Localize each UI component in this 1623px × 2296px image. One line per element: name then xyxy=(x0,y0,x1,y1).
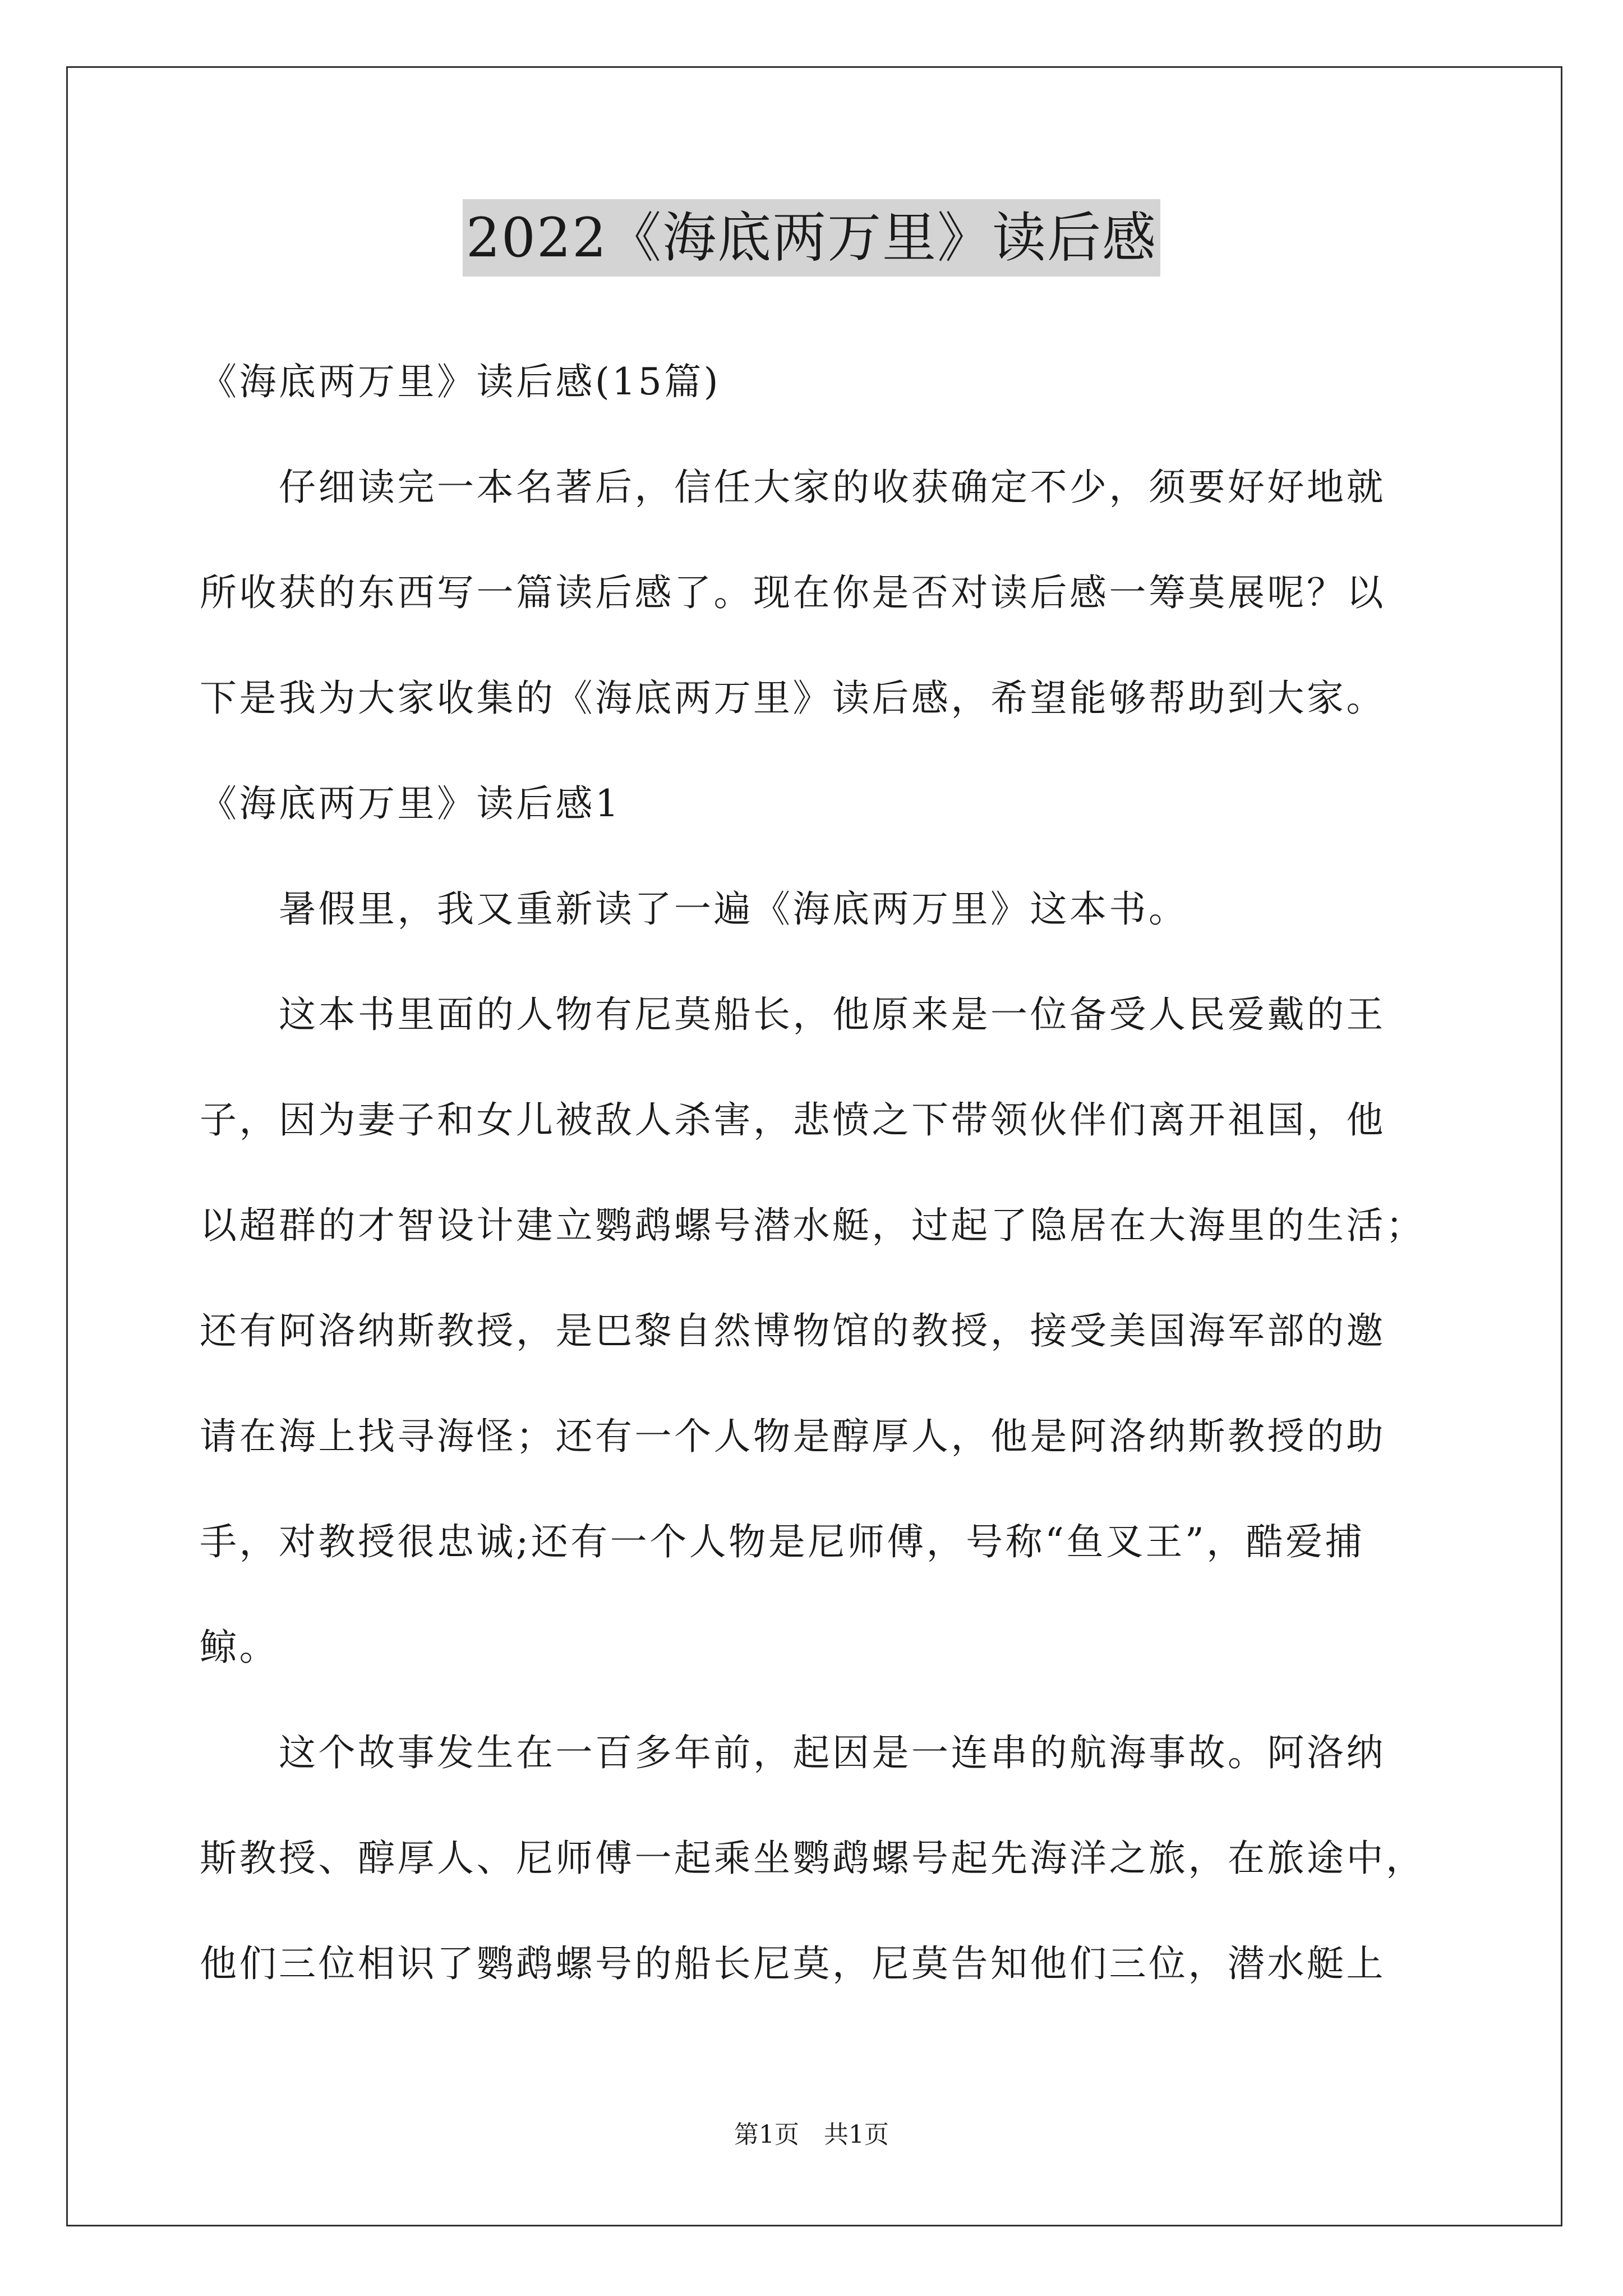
paragraph-line: 子，因为妻子和女儿被敌人杀害，悲愤之下带领伙伴们离开祖国，他 xyxy=(200,1098,1386,1142)
paragraph-line: 以超群的才智设计建立鹦鹉螺号潜水艇，过起了隐居在大海里的生活； xyxy=(200,1204,1426,1247)
section-heading: 《海底两万里》读后感1 xyxy=(200,782,621,825)
paragraph-line: 还有阿洛纳斯教授，是巴黎自然博物馆的教授，接受美国海军部的邀 xyxy=(200,1309,1386,1352)
paragraph-line: 暑假里，我又重新读了一遍《海底两万里》这本书。 xyxy=(200,887,1188,931)
paragraph-line: 鲸。 xyxy=(200,1626,279,1669)
paragraph-line: 所收获的东西写一篇读后感了。现在你是否对读后感一筹莫展呢？以 xyxy=(200,571,1386,614)
document-title: 2022《海底两万里》读后感 xyxy=(463,199,1160,277)
paragraph-line: 请在海上找寻海怪；还有一个人物是醇厚人，他是阿洛纳斯教授的助 xyxy=(200,1415,1386,1458)
subtitle-line: 《海底两万里》读后感(15篇) xyxy=(200,360,721,403)
paragraph-line: 这本书里面的人物有尼莫船长，他原来是一位备受人民爱戴的王 xyxy=(200,993,1386,1036)
page-footer: 第1页 共1页 xyxy=(734,2120,889,2149)
paragraph-line: 他们三位相识了鹦鹉螺号的船长尼莫，尼莫告知他们三位，潜水艇上 xyxy=(200,1942,1386,1985)
paragraph-line: 斯教授、醇厚人、尼师傅一起乘坐鹦鹉螺号起先海洋之旅，在旅途中， xyxy=(200,1837,1426,1880)
paragraph-line: 仔细读完一本名著后，信任大家的收获确定不少，须要好好地就 xyxy=(200,466,1386,509)
paragraph-line: 这个故事发生在一百多年前，起因是一连串的航海事故。阿洛纳 xyxy=(200,1731,1386,1774)
paragraph-line: 手，对教授很忠诚;还有一个人物是尼师傅，号称“鱼叉王”，酷爱捕 xyxy=(200,1520,1365,1563)
paragraph-line: 下是我为大家收集的《海底两万里》读后感，希望能够帮助到大家。 xyxy=(200,677,1386,720)
title-container xyxy=(0,199,1623,277)
